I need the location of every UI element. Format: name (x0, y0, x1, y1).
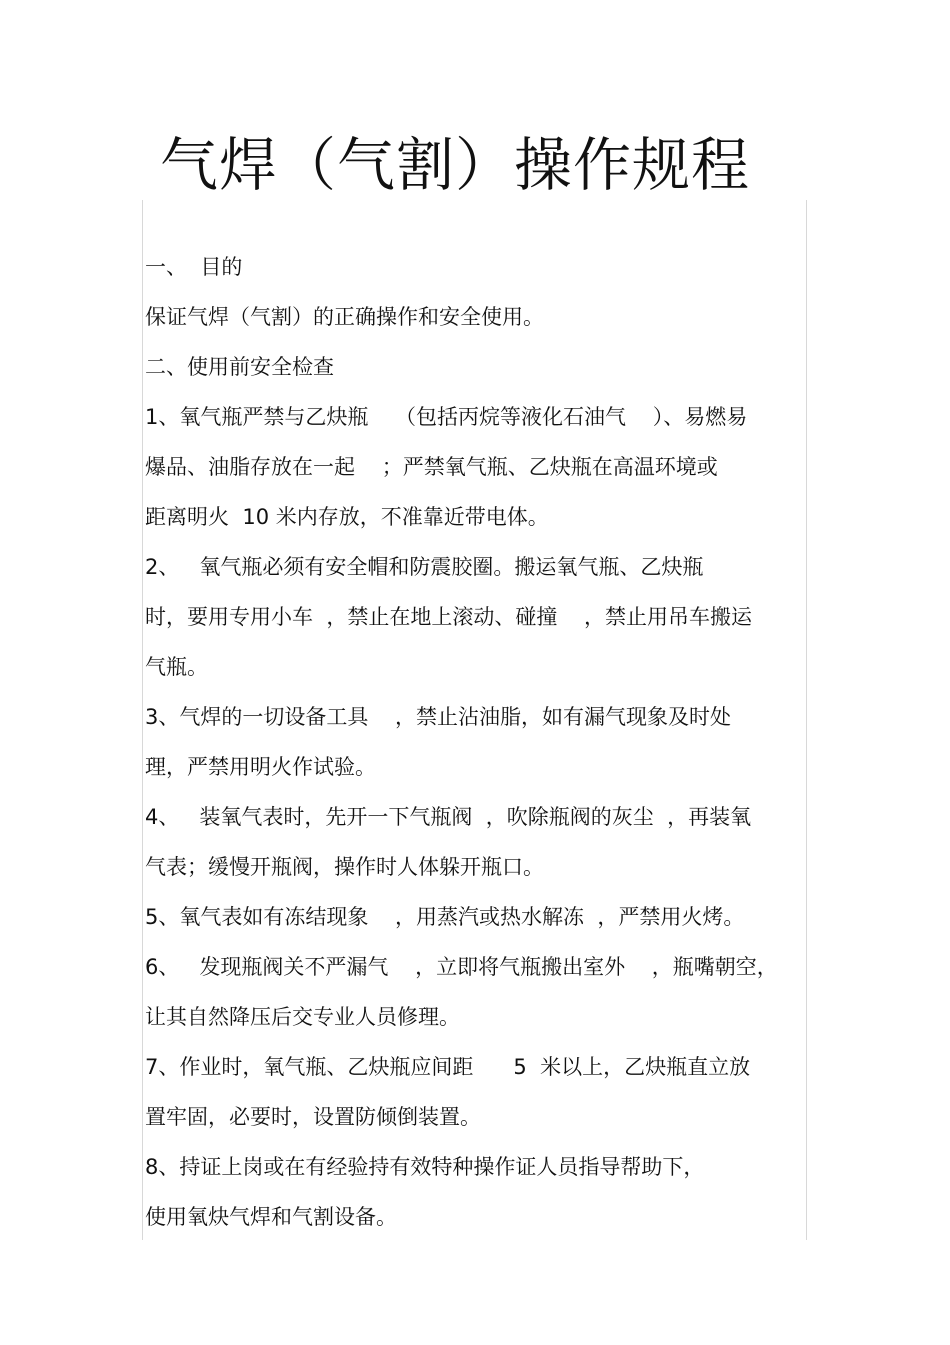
paragraph-line: 3、气焊的一切设备工具 ，禁止沾油脂，如有漏气现象及时处 (145, 705, 732, 729)
paragraph-line: 置牢固，必要时，设置防倾倒装置。 (145, 1105, 481, 1129)
right-margin-rule (806, 200, 807, 1240)
paragraph-line: 使用氧炔气焊和气割设备。 (145, 1205, 397, 1229)
paragraph-line: 6、 发现瓶阀关不严漏气 ，立即将气瓶搬出室外 ，瓶嘴朝空， (145, 955, 778, 979)
paragraph-line: 4、 装氧气表时，先开一下气瓶阀 ，吹除瓶阀的灰尘 ，再装氧 (145, 805, 752, 829)
paragraph-line: 距离明火 10 米内存放，不准靠近带电体。 (145, 505, 549, 529)
paragraph-line: 保证气焊（气割）的正确操作和安全使用。 (145, 305, 544, 329)
document-title: 气焊（气割）操作规程 (159, 131, 750, 199)
paragraph-line: 1、氧气瓶严禁与乙炔瓶 （包括丙烷等液化石油气 ）、易燃易 (145, 405, 748, 429)
paragraph-line: 2、 氧气瓶必须有安全帽和防震胶圈。搬运氧气瓶、乙炔瓶 (145, 555, 704, 579)
paragraph-line: 气瓶。 (145, 655, 208, 679)
paragraph-line: 5、氧气表如有冻结现象 ，用蒸汽或热水解冻 ，严禁用火烤。 (145, 905, 745, 929)
paragraph-line: 爆品、油脂存放在一起 ；严禁氧气瓶、乙炔瓶在高温环境或 (145, 455, 718, 479)
paragraph-line: 时，要用专用小车 ，禁止在地上滚动、碰撞 ，禁止用吊车搬运 (145, 605, 753, 629)
section-heading-purpose: 一、 目的 (145, 255, 243, 279)
paragraph-line: 气表；缓慢开瓶阀，操作时人体躲开瓶口。 (145, 855, 544, 879)
paragraph-line: 7、作业时，氧气瓶、乙炔瓶应间距 5 米以上，乙炔瓶直立放 (145, 1055, 751, 1079)
paragraph-line: 理，严禁用明火作试验。 (145, 755, 376, 779)
paragraph-line: 让其自然降压后交专业人员修理。 (145, 1005, 460, 1029)
section-heading-precheck: 二、使用前安全检查 (145, 355, 334, 379)
paragraph-line: 8、持证上岗或在有经验持有效特种操作证人员指导帮助下， (145, 1155, 705, 1179)
left-margin-rule (142, 200, 143, 1240)
